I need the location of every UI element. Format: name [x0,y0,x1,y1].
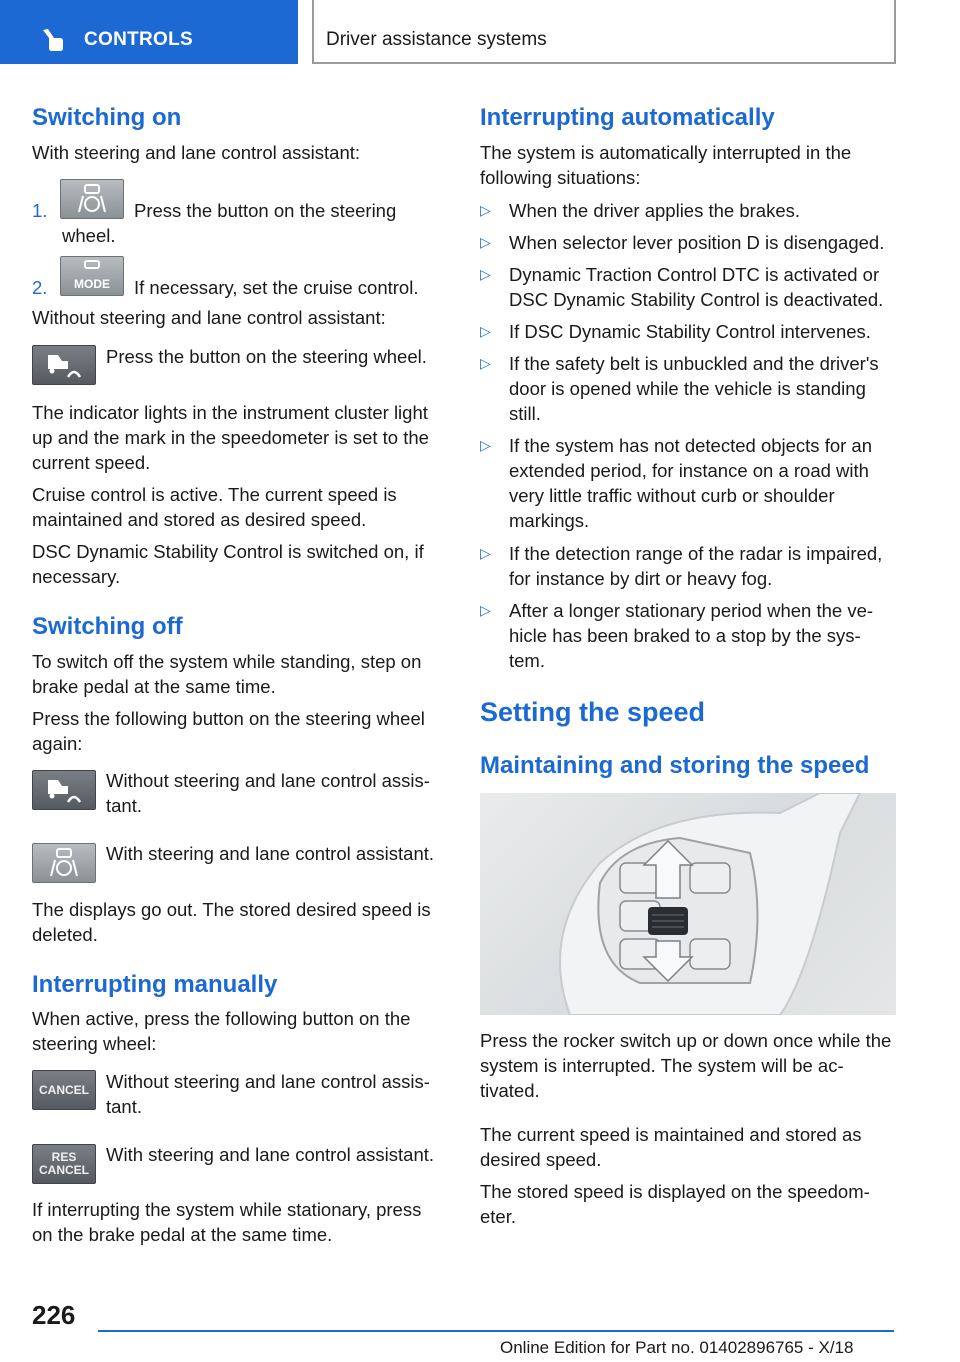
list-item: ▷ If the safety belt is unbuckled and the driver's door is opened while the vehicle is standing still. [480,353,879,424]
switching-off-para-1: To switch off the system while standing, step on brake pedal at the same time. [32,651,422,697]
page-number: 226 [32,1300,76,1330]
heading-interrupting-manually: Interrupting manually [32,971,278,998]
switching-on-intro: With steering and lane control assistant: [32,142,361,163]
chapter-tab[interactable] [0,0,298,64]
section-header [312,0,896,64]
switching-off-para-3: The displays go out. The stored desired speed is deleted. [32,899,431,945]
list-item: ▷ Dynamic Traction Control DTC is activated or DSC Dynamic Stability Control is deactivated. [480,264,884,310]
edition-note: Online Edition for Part no. 01402896765 - X/18 [500,1338,854,1357]
footer-divider [98,1330,894,1332]
chapter-tab-label: CONTROLS [84,29,194,50]
setting-speed-para-3: The stored speed is displayed on the speedom-eter. [480,1181,870,1227]
cruise-control-button [32,345,96,385]
svg-text:MODE: MODE [74,277,110,291]
triangle-bullet-icon: ▷ [480,202,491,218]
switching-on-para-1: The indicator lights in the instrument cluster light up and the mark in the speedometer is set to the current speed. [32,402,429,473]
heading-interrupting-automatically: Interrupting automatically [480,104,775,131]
interrupt-manual-para-2: If interrupting the system while stationary, press on the brake pedal at the same time. [32,1199,422,1245]
mode-button [60,256,124,296]
switching-off-para-2: Press the following button on the steering wheel again: [32,708,425,754]
res-cancel-label-line-1: RES [51,1150,77,1164]
triangle-bullet-icon: ▷ [480,355,491,371]
without-assistant-text: Press the button on the steering wheel. [106,346,427,367]
triangle-bullet-icon: ▷ [480,602,491,618]
heading-switching-on: Switching on [32,104,182,131]
list-item: ▷ If the detection range of the radar is impaired, for instance by dirt or heavy fog. [480,543,883,589]
cruise-control-button [32,770,96,810]
step-1-number: 1. [32,200,48,221]
list-item: ▷ After a longer stationary period when the ve-hicle has been braked to a stop by the sys-tem. [480,600,874,671]
triangle-bullet-icon: ▷ [480,437,491,453]
steering-lane-assist-button [32,843,96,883]
list-item: ▷ If DSC Dynamic Stability Control intervenes. [480,321,871,342]
triangle-bullet-icon: ▷ [480,545,491,561]
triangle-bullet-icon: ▷ [480,266,491,282]
interrupt-manual-para-1: When active, press the following button on the steering wheel: [32,1008,411,1054]
switching-on-para-2: Cruise control is active. The current speed is maintained and stored as desired speed. [32,484,397,530]
setting-speed-para-2: The current speed is maintained and stored as desired speed. [480,1124,862,1170]
res-cancel-label-line-2: CANCEL [39,1163,89,1177]
step-2-text: If necessary, set the cruise control. [134,277,419,298]
pointing-hand-icon [40,28,66,52]
heading-maintaining-storing: Maintaining and storing the speed [480,752,870,779]
triangle-bullet-icon: ▷ [480,234,491,250]
step-2-number: 2. [32,277,48,298]
interrupt-manual-item-1: Without steering and lane control assis-tant. [106,1071,430,1117]
steering-wheel-rocker-switch-image [480,793,896,1015]
switching-on-para-3: DSC Dynamic Stability Control is switched on, if necessary. [32,541,424,587]
interrupt-manual-item-2: With steering and lane control assistant. [106,1144,435,1165]
without-assistant-intro: Without steering and lane control assistant: [32,307,386,328]
cancel-button: CANCEL [32,1070,96,1110]
list-item: ▷ When selector lever position D is disengaged. [480,232,885,253]
switching-off-item-1: Without steering and lane control assis-tant. [106,770,430,816]
heading-switching-off: Switching off [32,613,183,640]
interrupt-auto-intro: The system is automatically interrupted in the following situations: [480,142,852,188]
list-item: ▷ If the system has not detected objects for an extended period, for instance on a road with very little traffic without curb or shoulder markings. [480,435,873,531]
switching-off-item-2: With steering and lane control assistant. [106,843,435,864]
setting-speed-para-1: Press the rocker switch up or down once while the system is interrupted. The system will be ac-tivated. [480,1030,892,1101]
triangle-bullet-icon: ▷ [480,323,491,339]
step-1-text: Press the button on the steering wheel. [62,200,397,246]
list-item: ▷ When the driver applies the brakes. [480,200,801,221]
section-title: Driver assistance systems [326,29,547,50]
res-cancel-button [32,1144,96,1184]
heading-setting-the-speed: Setting the speed [480,697,706,727]
